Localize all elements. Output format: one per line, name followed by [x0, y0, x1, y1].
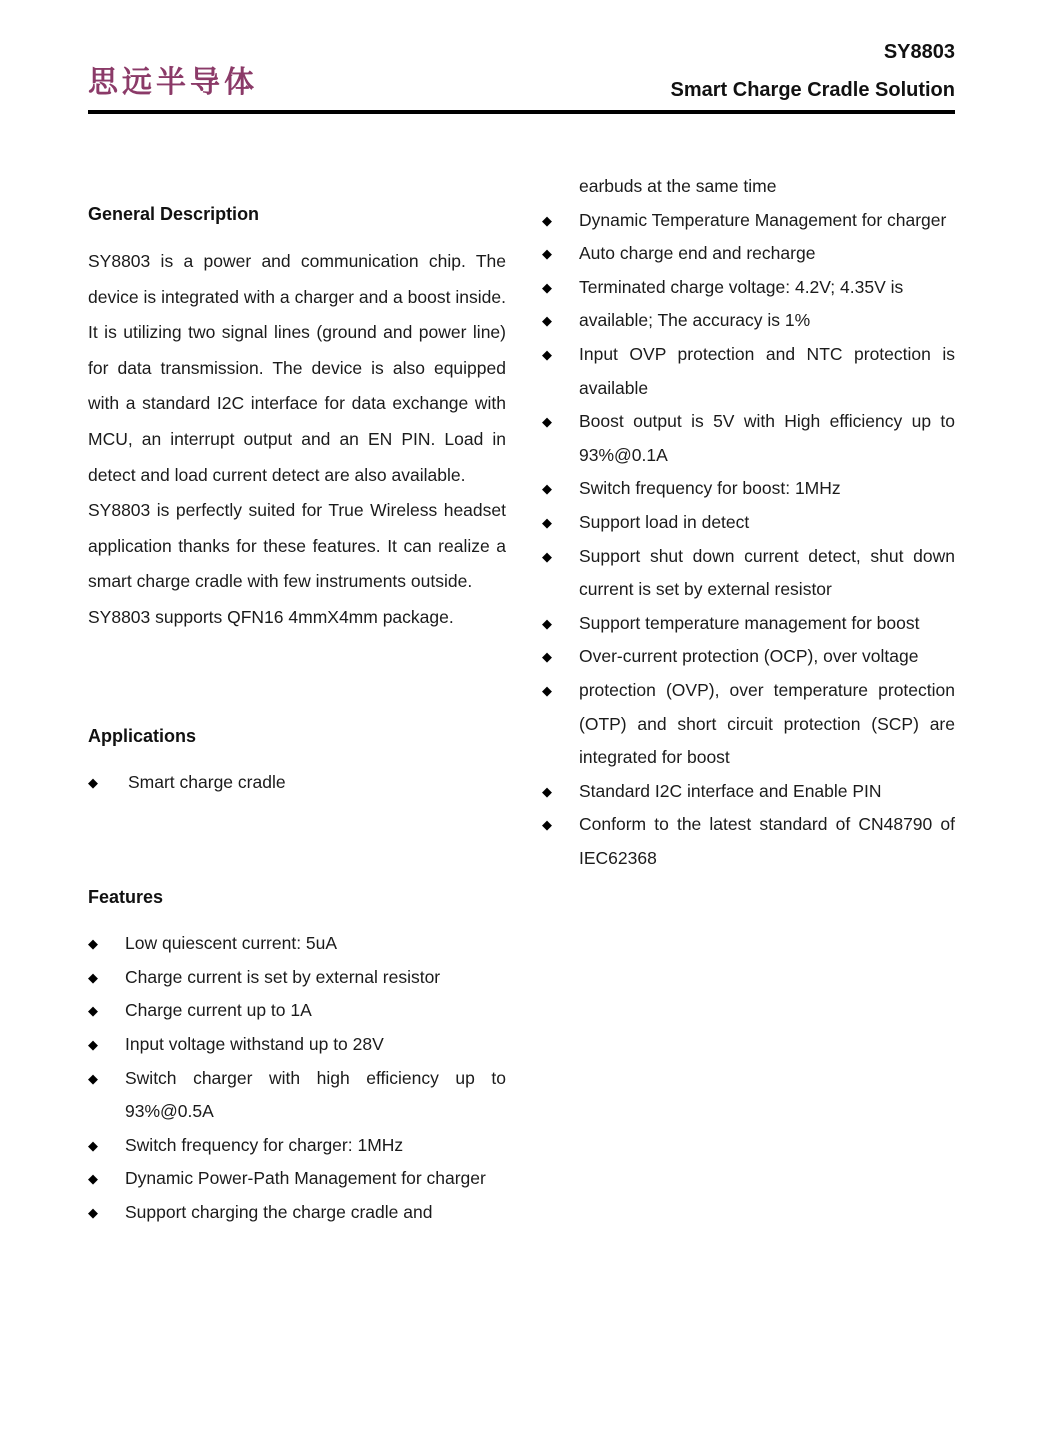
- diamond-bullet-icon: ◆: [542, 649, 552, 665]
- diamond-bullet-icon: ◆: [542, 212, 552, 228]
- features-list-left: [88, 927, 506, 1229]
- diamond-bullet-icon: ◆: [542, 817, 552, 833]
- feature-item: [542, 472, 955, 506]
- feature-item-text: Dynamic Temperature Management for charger: [579, 209, 947, 230]
- diamond-bullet-icon: ◆: [88, 1137, 98, 1153]
- page-header: [0, 0, 1046, 110]
- feature-item-text: available; The accuracy is 1%: [579, 310, 811, 331]
- diamond-bullet-icon: ◆: [542, 279, 552, 295]
- diamond-bullet-icon: ◆: [88, 969, 98, 985]
- feature-item: [88, 1062, 506, 1129]
- application-item-text: Smart charge cradle: [128, 771, 286, 792]
- description-paragraph-1: SY8803 is a power and communication chip. The device is integrated with a charger and a boost inside. It is utilizing two signal lines (ground and power line) for data transmission. The device is also equipped with a standard I2C interface for data exchange with MCU, an interrupt output and an EN PIN. Load in detect and load current detect are also available.: [88, 251, 506, 485]
- features-heading: Features: [88, 887, 164, 908]
- left-column: [88, 114, 506, 1229]
- feature-item: [542, 237, 955, 271]
- diamond-bullet-icon: ◆: [88, 1204, 98, 1220]
- feature-item: [88, 1028, 506, 1062]
- feature-continuation-text: earbuds at the same time: [579, 176, 777, 196]
- diamond-bullet-icon: ◆: [88, 1171, 98, 1187]
- diamond-bullet-icon: ◆: [542, 414, 552, 430]
- feature-item: [542, 506, 955, 540]
- description-paragraph-2: SY8803 is perfectly suited for True Wireless headset application thanks for these features. It can realize a smart charge cradle with few instruments outside.: [88, 500, 506, 592]
- header-title-block: [671, 42, 956, 102]
- diamond-bullet-icon: ◆: [542, 346, 552, 362]
- feature-item-text: Auto charge end and recharge: [579, 243, 816, 264]
- applications-heading: Applications: [88, 725, 197, 746]
- feature-item: [88, 1129, 506, 1163]
- part-number: SY8803: [883, 41, 955, 63]
- feature-item-text: protection (OVP), over temperature protection (OTP) and short circuit protection (SCP) are integrated for boost: [579, 679, 955, 768]
- feature-item: [88, 1196, 506, 1230]
- feature-item-text: Boost output is 5V with High efficiency up to 93%@0.1A: [579, 411, 955, 465]
- feature-item: [542, 808, 955, 875]
- content-columns: [0, 114, 1046, 1229]
- diamond-bullet-icon: ◆: [542, 481, 552, 497]
- feature-item: [542, 775, 955, 809]
- feature-item-text: Switch frequency for charger: 1MHz: [125, 1134, 404, 1155]
- feature-item: [542, 204, 955, 238]
- features-list-right: [542, 204, 955, 876]
- document-title: Smart Charge Cradle Solution: [670, 79, 955, 101]
- diamond-bullet-icon: ◆: [542, 548, 552, 564]
- feature-item: [542, 271, 955, 305]
- feature-item-text: Input OVP protection and NTC protection is available: [579, 343, 955, 398]
- diamond-bullet-icon: ◆: [542, 313, 552, 329]
- feature-item: [88, 927, 506, 961]
- diamond-bullet-icon: ◆: [88, 1036, 98, 1052]
- description-paragraph-3: SY8803 supports QFN16 4mmX4mm package.: [88, 606, 454, 627]
- feature-item-text: Dynamic Power-Path Management for charger: [125, 1168, 486, 1189]
- feature-item-text: Support temperature management for boost: [579, 612, 920, 633]
- feature-item-text: Support shut down current detect, shut down current is set by external resistor: [579, 545, 955, 600]
- feature-item: [88, 961, 506, 995]
- feature-item-text: Terminated charge voltage: 4.2V; 4.35V is: [579, 276, 904, 297]
- feature-item-text: Switch charger with high efficiency up to 93%@0.5A: [125, 1067, 506, 1122]
- feature-item-text: Support load in detect: [579, 511, 750, 532]
- feature-continuation-line: [542, 170, 955, 204]
- diamond-bullet-icon: ◆: [88, 1003, 98, 1019]
- feature-item-text: Charge current is set by external resistor: [125, 966, 441, 987]
- feature-item-text: Support charging the charge cradle and: [125, 1201, 433, 1222]
- feature-item: [542, 674, 955, 775]
- feature-item: [88, 994, 506, 1028]
- feature-item-text: Input voltage withstand up to 28V: [125, 1033, 384, 1054]
- diamond-bullet-icon: ◆: [88, 936, 98, 952]
- diamond-bullet-icon: ◆: [542, 615, 552, 631]
- feature-item: [542, 405, 955, 472]
- feature-item: [542, 607, 955, 641]
- feature-item: [542, 304, 955, 338]
- feature-item: [542, 540, 955, 607]
- application-item: [88, 766, 506, 800]
- feature-item-text: Low quiescent current: 5uA: [125, 933, 338, 954]
- diamond-bullet-icon: ◆: [542, 783, 552, 799]
- right-column: [542, 114, 955, 1229]
- feature-item-text: Switch frequency for boost: 1MHz: [579, 478, 841, 499]
- diamond-bullet-icon: ◆: [542, 246, 552, 262]
- feature-item: [88, 1162, 506, 1196]
- diamond-bullet-icon: ◆: [88, 1070, 98, 1086]
- feature-item: [542, 640, 955, 674]
- diamond-bullet-icon: ◆: [88, 774, 98, 790]
- feature-item-text: Conform to the latest standard of CN48790 of IEC62368: [579, 814, 955, 868]
- general-description-heading: General Description: [88, 204, 260, 224]
- feature-item-text: Standard I2C interface and Enable PIN: [579, 780, 882, 801]
- company-logo: 思远半导体: [88, 66, 258, 99]
- diamond-bullet-icon: ◆: [542, 514, 552, 530]
- applications-list: [88, 766, 506, 800]
- feature-item-text: Charge current up to 1A: [125, 1000, 312, 1021]
- feature-item: [542, 338, 955, 405]
- diamond-bullet-icon: ◆: [542, 682, 552, 698]
- feature-item-text: Over-current protection (OCP), over voltage: [579, 646, 919, 667]
